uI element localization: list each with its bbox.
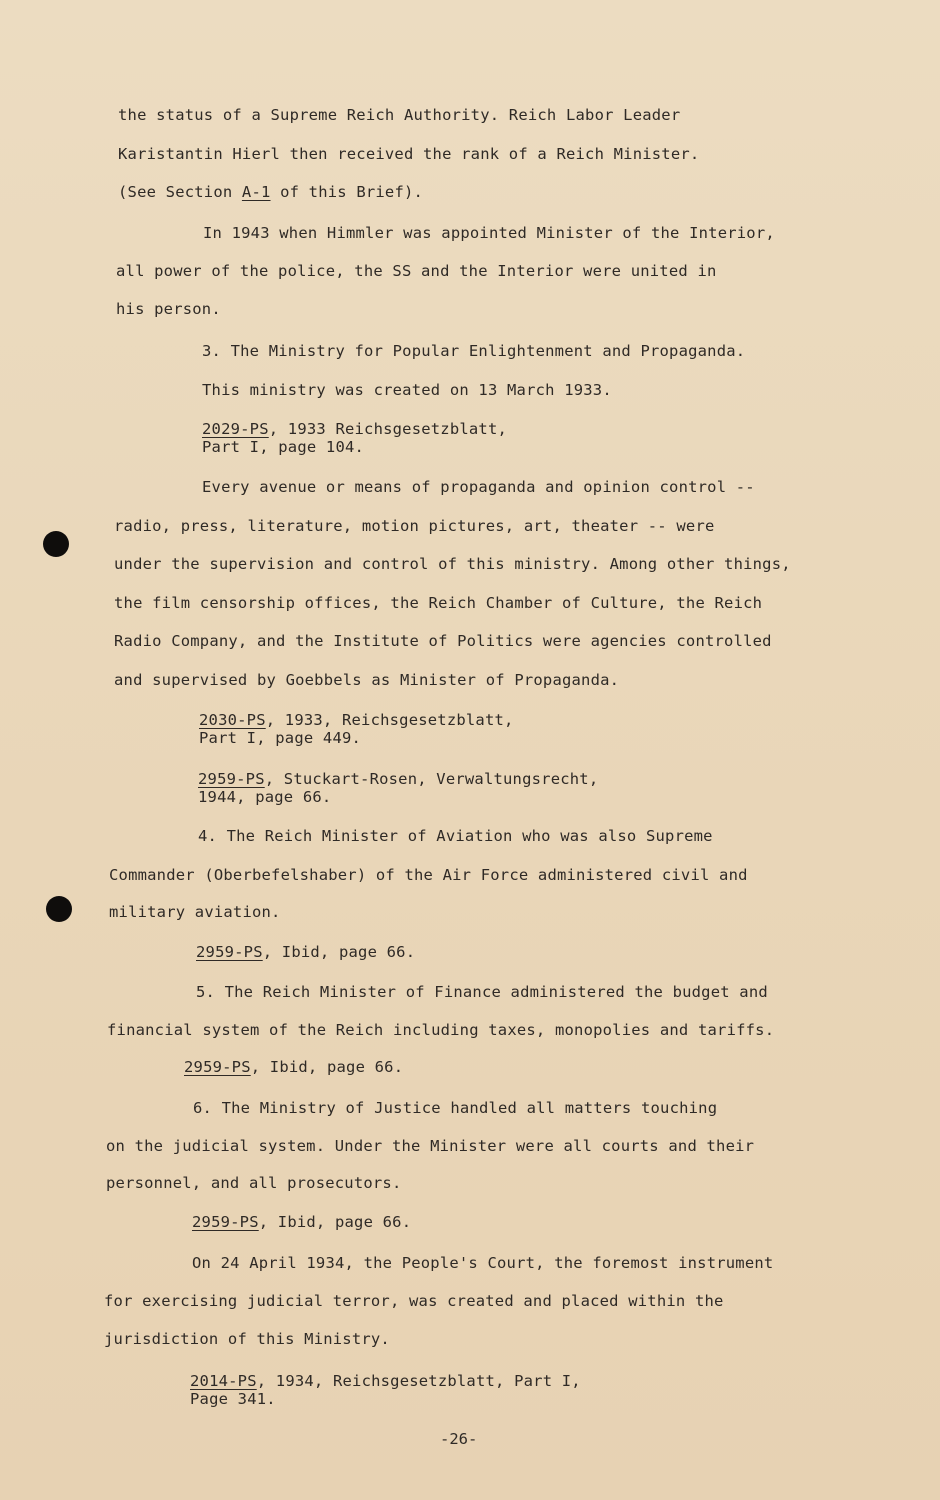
text-line: all power of the police, the SS and the Interior were united in xyxy=(116,262,717,280)
section-reference: A-1 xyxy=(241,183,271,201)
section-heading: 5. The Reich Minister of Finance administered the budget and xyxy=(196,983,768,1001)
document-reference: 2959-PS xyxy=(196,943,263,961)
text-line: This ministry was created on 13 March 1933. xyxy=(202,381,612,399)
citation-line: 1944, page 66. xyxy=(198,788,332,806)
citation: 2030-PS, 1933, Reichsgesetzblatt, xyxy=(199,711,514,729)
text-line: military aviation. xyxy=(109,903,281,921)
section-heading: 4. The Reich Minister of Aviation who was also Supreme xyxy=(198,827,713,845)
text-line: the film censorship offices, the Reich Chamber of Culture, the Reich xyxy=(114,594,763,612)
citation-line: Page 341. xyxy=(190,1390,276,1408)
punch-hole xyxy=(43,531,69,557)
text-line: (See Section A-1 of this Brief). xyxy=(118,183,424,201)
text-line: his person. xyxy=(116,300,221,318)
text-line: personnel, and all prosecutors. xyxy=(106,1174,402,1192)
text-line: on the judicial system. Under the Minister were all courts and their xyxy=(106,1137,755,1155)
citation: 2959-PS, Ibid, page 66. xyxy=(196,943,416,961)
citation-line: Part I, page 449. xyxy=(199,729,362,747)
text-line: On 24 April 1934, the People's Court, the foremost instrument xyxy=(192,1254,774,1272)
page-number: -26- xyxy=(440,1430,478,1448)
document-reference: 2014-PS xyxy=(190,1372,257,1390)
document-reference: 2959-PS xyxy=(184,1058,251,1076)
citation-line: Part I, page 104. xyxy=(202,438,365,456)
text-line: jurisdiction of this Ministry. xyxy=(104,1330,390,1348)
citation: 2959-PS, Stuckart-Rosen, Verwaltungsrecht, xyxy=(198,770,599,788)
text-line: under the supervision and control of this ministry. Among other things, xyxy=(114,555,791,573)
text-line: Radio Company, and the Institute of Politics were agencies controlled xyxy=(114,632,772,650)
document-reference: 2959-PS xyxy=(192,1213,259,1231)
text-line: financial system of the Reich including taxes, monopolies and tariffs. xyxy=(107,1021,775,1039)
document-reference: 2029-PS xyxy=(202,420,269,438)
text-line: In 1943 when Himmler was appointed Minister of the Interior, xyxy=(203,224,775,242)
text-line: Every avenue or means of propaganda and opinion control -- xyxy=(202,478,755,496)
text-line: for exercising judicial terror, was created and placed within the xyxy=(104,1292,724,1310)
section-heading: 6. The Ministry of Justice handled all matters touching xyxy=(193,1099,718,1117)
section-heading: 3. The Ministry for Popular Enlightenment and Propaganda. xyxy=(202,342,746,360)
text-line: Commander (Oberbefelshaber) of the Air Force administered civil and xyxy=(109,866,748,884)
text-line: the status of a Supreme Reich Authority. Reich Labor Leader xyxy=(118,106,681,124)
text-line: and supervised by Goebbels as Minister of Propaganda. xyxy=(114,671,620,689)
document-reference: 2030-PS xyxy=(199,711,266,729)
citation: 2959-PS, Ibid, page 66. xyxy=(192,1213,412,1231)
text-line: Karistantin Hierl then received the rank of a Reich Minister. xyxy=(118,145,700,163)
citation: 2959-PS, Ibid, page 66. xyxy=(184,1058,404,1076)
citation: 2029-PS, 1933 Reichsgesetzblatt, xyxy=(202,420,508,438)
text-line: radio, press, literature, motion pictures, art, theater -- were xyxy=(114,517,715,535)
document-reference: 2959-PS xyxy=(198,770,265,788)
punch-hole xyxy=(46,896,72,922)
citation: 2014-PS, 1934, Reichsgesetzblatt, Part I, xyxy=(190,1372,581,1390)
